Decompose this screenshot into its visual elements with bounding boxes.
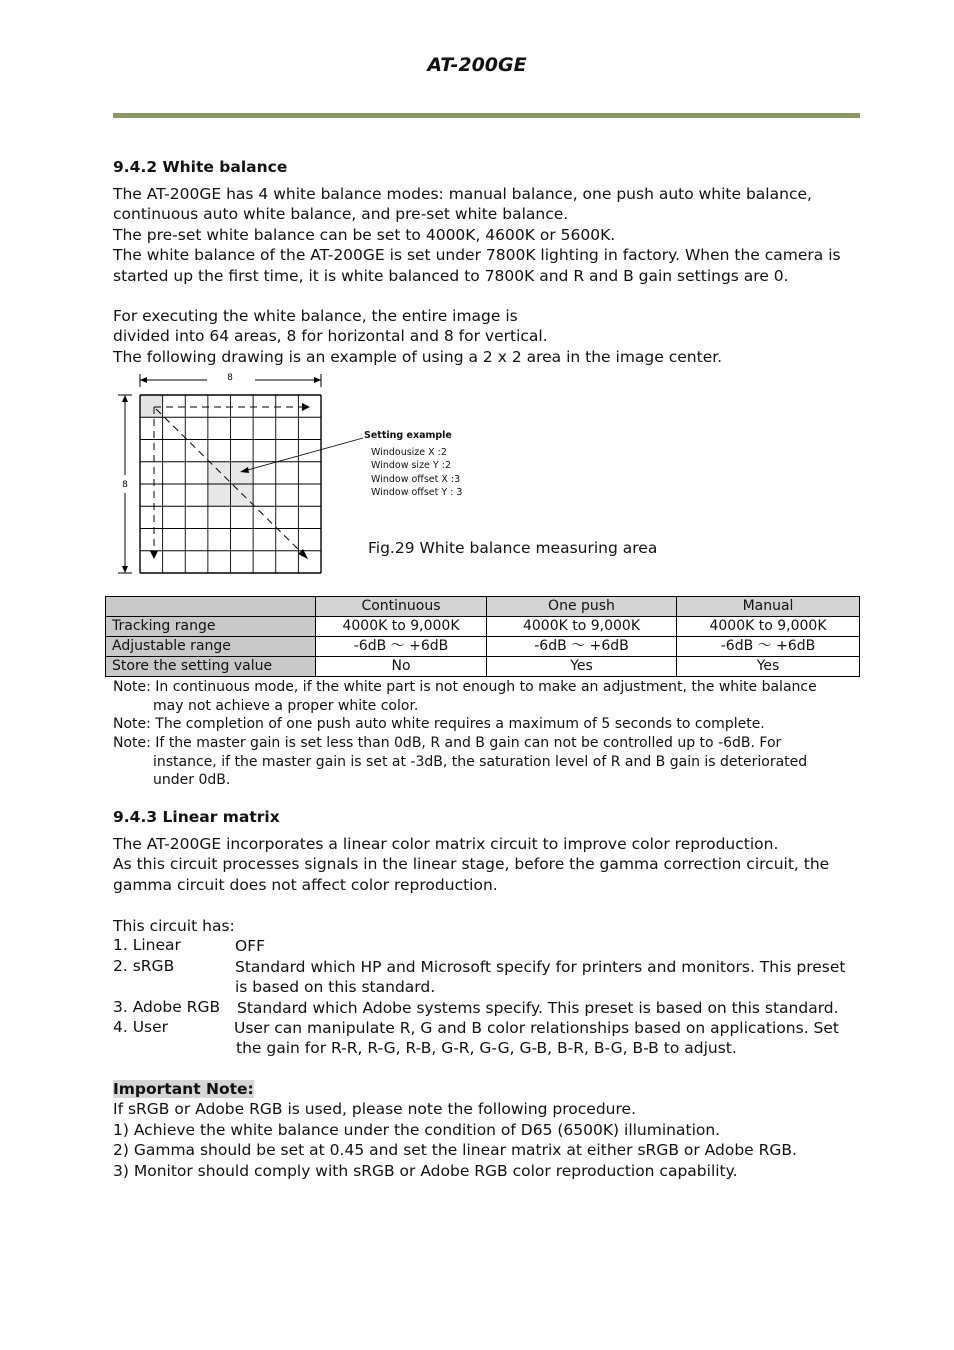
- text-line: For executing the white balance, the entire image is: [113, 307, 518, 325]
- table-cell: 4000K to 9,000K: [677, 617, 860, 637]
- section-heading-white-balance: 9.4.2 White balance: [113, 158, 288, 176]
- setting-line: Window offset Y : 3: [371, 487, 463, 499]
- text-line: The following drawing is an example of using a 2 x 2 area in the image center.: [113, 347, 723, 366]
- document-title: AT-200GE: [427, 54, 527, 76]
- note-line: may not achieve a proper white color.: [153, 697, 419, 714]
- row-label: Store the setting value: [106, 657, 316, 677]
- list-item-text: [235, 936, 265, 956]
- table-cell: Yes: [677, 657, 860, 677]
- arrow-left-icon: [140, 377, 147, 383]
- table-cell: No: [316, 657, 487, 677]
- note-line: Note: The completion of one push auto white requires a maximum of 5 seconds to complete.: [113, 716, 765, 732]
- table-cell: -6dB ～ +6dB: [316, 637, 487, 657]
- text-line: The AT-200GE has 4 white balance modes: manual balance, one push auto white balance,: [113, 185, 812, 203]
- text-line: The white balance of the AT-200GE is set under 7800K lighting in factory. When the camera is: [113, 246, 841, 265]
- text-line: 1) Achieve the white balance under the condition of D65 (6500K) illumination.: [113, 1120, 721, 1139]
- arrow-down-icon: [150, 551, 158, 559]
- grid-lines: [140, 395, 321, 573]
- figure-caption: Fig.29 White balance measuring area: [368, 539, 658, 557]
- diagonal-scan-path: [156, 409, 302, 553]
- text-line: OFF: [235, 937, 266, 955]
- text-line: the gain for R-R, R-G, R-B, G-R, G-G, G-B, B-R, B-G, B-B to adjust.: [236, 1039, 737, 1058]
- table-cell: 4000K to 9,000K: [316, 617, 487, 637]
- text-line: The pre-set white balance can be set to 4000K, 4600K or 5600K.: [113, 225, 616, 244]
- table-header-cell: [106, 597, 316, 617]
- text-line: Standard which Adobe systems specify. This preset is based on this standard.: [237, 999, 839, 1017]
- note-line: Note: In continuous mode, if the white part is not enough to make an adjustment, the white balance: [113, 679, 817, 695]
- list-item-number: 2. sRGB: [113, 957, 175, 975]
- text-line: started up the first time, it is white balanced to 7800K and R and B gain settings are 0.: [113, 266, 789, 285]
- text-line: is based on this standard.: [235, 978, 436, 997]
- note-continuous-mode: [113, 678, 817, 715]
- table-cell: -6dB ～ +6dB: [487, 637, 677, 657]
- white-balance-intro: [113, 184, 841, 286]
- setting-example-values: [371, 446, 462, 500]
- note-master-gain: [113, 734, 807, 790]
- list-item-number: 1. Linear: [113, 936, 181, 954]
- table-header-cell: Manual: [677, 597, 860, 617]
- linear-matrix-intro: [113, 834, 829, 895]
- list-item-number: 3. Adobe RGB: [113, 998, 221, 1016]
- table-cell: Yes: [487, 657, 677, 677]
- list-item-text: [234, 1018, 839, 1059]
- arrow-up-icon: [122, 395, 128, 402]
- arrow-down-icon: [122, 566, 128, 573]
- table-row: [106, 657, 860, 677]
- setting-example-title: Setting example: [364, 430, 452, 441]
- circuit-list-intro: This circuit has:: [113, 917, 235, 935]
- callout-pointer-line: [244, 438, 363, 471]
- text-line: 3) Monitor should comply with sRGB or Adobe RGB color reproduction capability.: [113, 1161, 738, 1180]
- important-note-label: Important Note:: [113, 1080, 254, 1098]
- list-item-number: 4. User: [113, 1018, 169, 1036]
- section-heading-linear-matrix: 9.4.3 Linear matrix: [113, 808, 280, 826]
- text-line: If sRGB or Adobe RGB is used, please note the following procedure.: [113, 1100, 636, 1119]
- note-one-push: [113, 715, 765, 734]
- table-header-cell: Continuous: [316, 597, 487, 617]
- row-label: Tracking range: [106, 617, 316, 637]
- text-line: As this circuit processes signals in the linear stage, before the gamma correction circuit, the: [113, 855, 830, 874]
- table-cell: 4000K to 9,000K: [487, 617, 677, 637]
- note-line: under 0dB.: [153, 772, 231, 788]
- row-label: Adjustable range: [106, 637, 316, 657]
- text-line: divided into 64 areas, 8 for horizontal and 8 for vertical.: [113, 327, 548, 346]
- header-rule: [113, 113, 860, 118]
- important-note: [113, 1079, 797, 1181]
- white-balance-table: [105, 596, 860, 677]
- table-header-row: [106, 597, 860, 617]
- setting-line: Window offset X :3: [371, 473, 461, 485]
- arrow-right-icon: [314, 377, 321, 383]
- start-cell: [140, 395, 163, 417]
- table-cell: -6dB ～ +6dB: [677, 637, 860, 657]
- white-balance-area-description: [113, 306, 722, 367]
- setting-line: Window size Y :2: [371, 460, 451, 472]
- text-line: User can manipulate R, G and B color relationships based on applications. Set: [234, 1019, 840, 1037]
- text-line: gamma circuit does not affect color reproduction.: [113, 875, 498, 894]
- table-row: [106, 617, 860, 637]
- arrow-right-icon: [302, 403, 310, 411]
- text-line: 2) Gamma should be set at 0.45 and set the linear matrix at either sRGB or Adobe RGB.: [113, 1141, 797, 1160]
- text-line: Standard which HP and Microsoft specify for printers and monitors. This preset: [235, 958, 846, 976]
- text-line: The AT-200GE incorporates a linear color matrix circuit to improve color reproduction.: [113, 835, 779, 853]
- table-row: [106, 637, 860, 657]
- horizontal-count-label: 8: [227, 373, 233, 383]
- text-line: continuous auto white balance, and pre-set white balance.: [113, 205, 569, 224]
- note-line: instance, if the master gain is set at -3dB, the saturation level of R and B gain is deteriorated: [153, 753, 808, 770]
- setting-line: Windousize X :2: [371, 447, 447, 458]
- table-header-cell: One push: [487, 597, 677, 617]
- note-line: Note: If the master gain is set less than 0dB, R and B gain can not be controlled up to -6dB. For: [113, 735, 782, 751]
- vertical-count-label: 8: [122, 480, 128, 490]
- list-item-text: [235, 957, 846, 998]
- list-item-text: [237, 998, 839, 1018]
